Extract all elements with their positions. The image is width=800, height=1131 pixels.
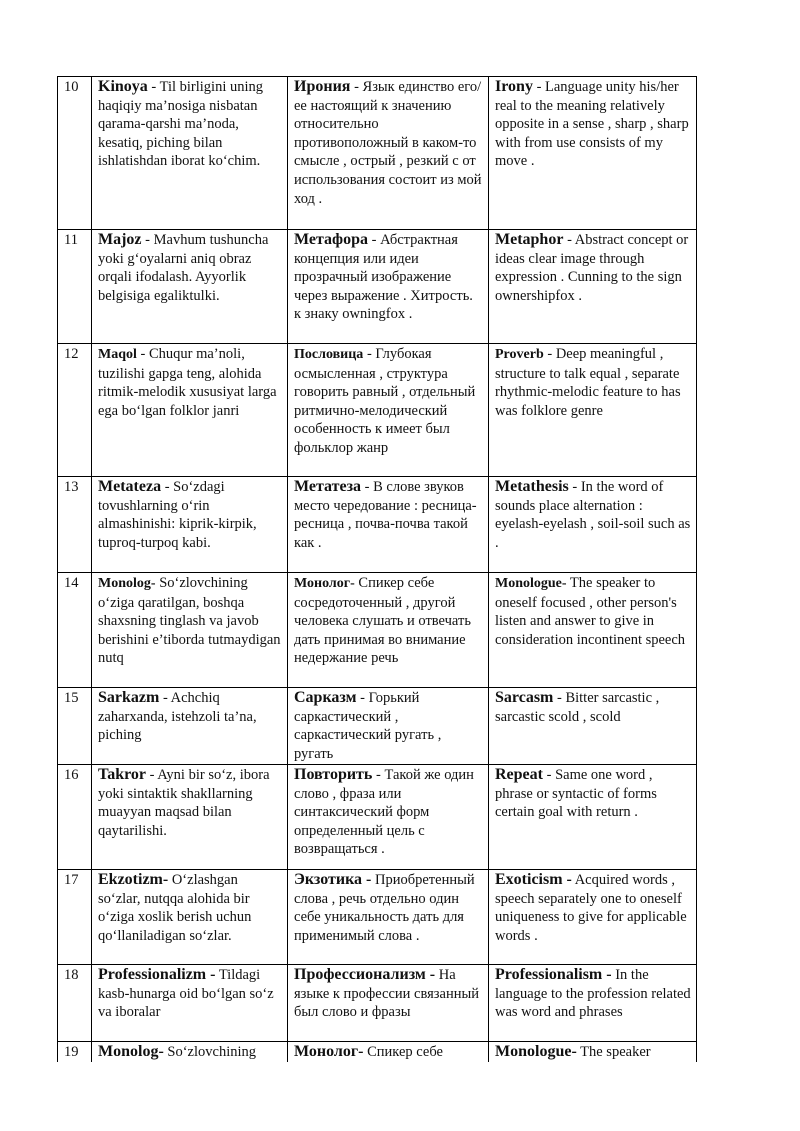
uzbek-cell: [92, 573, 288, 688]
definition-russian: - Такой же один слово , фраза или синтаксический форм определенный цель с возвращаться .: [294, 767, 474, 858]
uzbek-cell: [92, 77, 288, 230]
english-cell: [489, 77, 697, 230]
term-uzbek: Kinoya: [98, 78, 148, 95]
row-number: 10: [58, 77, 92, 230]
definition-russian: - В слове звуков место чередование : ресница-ресница , почва-почва такой как .: [294, 479, 477, 551]
english-cell: [489, 1042, 697, 1062]
definition-uzbek: - Mavhum tushuncha yoki g‘oyalarni aniq obraz orqali ifodalash. Ayyorlik belgisiga egaliktulki.: [98, 232, 269, 304]
term-english: Metaphor: [495, 231, 564, 248]
definition-uzbek: - So‘zdagi tovushlarning o‘rin almashinishi: kiprik-kirpik, tuproq-turpoq kabi.: [98, 479, 257, 551]
row-number: 15: [58, 688, 92, 765]
russian-cell: [288, 765, 489, 870]
definition-uzbek: So‘zlovchining o‘ziga qaratilgan, boshqa shaxsning tinglash va javob berishini e’tiborda tutmaydigan nutq: [98, 575, 281, 667]
definition-english: - Abstract concept or ideas clear image through expression . Cunning to the sign ownershipfox .: [495, 232, 689, 304]
uzbek-cell: [92, 230, 288, 344]
english-cell: [489, 765, 697, 870]
definition-english: - Bitter sarcastic , sarcastic scold , scold: [495, 690, 660, 725]
english-cell: [489, 870, 697, 965]
term-russian: Монолог-: [294, 576, 355, 591]
table-row: [58, 688, 697, 765]
definition-english: The speaker: [576, 1044, 651, 1060]
uzbek-cell: [92, 870, 288, 965]
definition-russian: - Абстрактная концепция или идеи прозрачный изображение через выражение . Хитрость. к знаку owningfox .: [294, 232, 473, 323]
term-uzbek: Metateza: [98, 478, 162, 495]
english-cell: [489, 573, 697, 688]
table-row: [58, 477, 697, 573]
term-english: Monologue-: [495, 1043, 577, 1060]
table-row: [58, 344, 697, 477]
definition-russian: Спикер себе сосредоточенный , другой человека слушать и отвечать дать принимая во внимание недержание речь: [294, 575, 471, 667]
row-number: 14: [58, 573, 92, 688]
definition-english: - In the word of sounds place alternation : eyelash-eyelash , soil-soil such as .: [495, 479, 691, 551]
english-cell: [489, 230, 697, 344]
russian-cell: [288, 573, 489, 688]
definition-english: - Same one word , phrase or syntactic of forms certain goal with return .: [495, 767, 657, 821]
row-number: 12: [58, 344, 92, 477]
uzbek-cell: [92, 688, 288, 765]
term-english: Sarcasm: [495, 689, 554, 706]
term-uzbek: Sarkazm: [98, 689, 160, 706]
term-english: Irony: [495, 78, 533, 95]
russian-cell: [288, 965, 489, 1042]
english-cell: [489, 477, 697, 573]
russian-cell: [288, 477, 489, 573]
definition-russian: - Язык единство его/ее настоящий к значению относительно противоположный в каком-то смысле , острый , резкий с от использования состоит из мой ход .: [294, 79, 482, 207]
uzbek-cell: [92, 477, 288, 573]
definition-russian: - Глубокая осмысленная , структура говорить равный , отдельный ритмично-мелодический особенность к имеет был фольклор жанр: [294, 346, 476, 456]
uzbek-cell: [92, 1042, 288, 1062]
term-russian: Монолог-: [294, 1043, 364, 1060]
definition-uzbek: So‘zlovchining: [163, 1044, 257, 1060]
term-russian: Пословица: [294, 347, 364, 362]
row-number: 13: [58, 477, 92, 573]
definition-russian: Приобретенный слова , речь отдельно один себе уникальность дать для применимый слова .: [294, 872, 475, 944]
term-uzbek: Majoz: [98, 231, 142, 248]
term-russian: Экзотика -: [294, 871, 372, 888]
row-number: 18: [58, 965, 92, 1042]
russian-cell: [288, 230, 489, 344]
row-number: 16: [58, 765, 92, 870]
definition-english: The speaker to oneself focused , other person's listen and answer to give in consideration incontinent speech: [495, 575, 686, 648]
definition-uzbek: - Til birligini uning haqiqiy ma’nosiga nisbatan qarama-qarshi ma’noda, kesatiq, piching bilan ishlatishdan iborat ko‘chim.: [98, 79, 264, 170]
term-english: Exoticism -: [495, 871, 572, 888]
definition-english: In the language to the profession related was word and phrases: [495, 967, 691, 1021]
russian-cell: [288, 344, 489, 477]
table-row: [58, 573, 697, 688]
definition-uzbek: - Achchiq zaharxanda, istehzoli ta’na, piching: [98, 690, 257, 744]
term-russian: Повторить: [294, 766, 373, 783]
row-number: 11: [58, 230, 92, 344]
table-row: [58, 77, 697, 230]
definition-english: - Language unity his/her real to the meaning relatively opposite in a sense , sharp , sharp with from use consists of my move .: [495, 79, 689, 170]
glossary-table: [57, 76, 697, 1062]
term-english: Professionalism -: [495, 966, 612, 983]
term-russian: Метатеза: [294, 478, 362, 495]
term-uzbek: Professionalizm -: [98, 966, 216, 983]
definition-english: Acquired words , speech separately one to oneself uniqueness to give for applicable words .: [495, 872, 687, 944]
english-cell: [489, 344, 697, 477]
definition-russian: - Горький саркастический , саркастический ругать , ругать: [294, 690, 442, 762]
term-uzbek: Maqol: [98, 347, 137, 362]
english-cell: [489, 688, 697, 765]
row-number: 19: [58, 1042, 92, 1062]
uzbek-cell: [92, 965, 288, 1042]
russian-cell: [288, 1042, 489, 1062]
russian-cell: [288, 688, 489, 765]
table-row: [58, 230, 697, 344]
russian-cell: [288, 77, 489, 230]
table-row: [58, 1042, 697, 1062]
term-uzbek: Monolog-: [98, 1043, 164, 1060]
row-number: 17: [58, 870, 92, 965]
russian-cell: [288, 870, 489, 965]
term-uzbek: Ekzotizm-: [98, 871, 169, 888]
term-english: Metathesis: [495, 478, 569, 495]
term-russian: Профессионализм -: [294, 966, 436, 983]
table-row: [58, 870, 697, 965]
table-row: [58, 965, 697, 1042]
uzbek-cell: [92, 344, 288, 477]
term-english: Repeat: [495, 766, 543, 783]
definition-russian: Спикер себе: [363, 1044, 443, 1060]
term-english: Monologue-: [495, 576, 567, 591]
term-uzbek: Monolog-: [98, 576, 156, 591]
term-english: Proverb: [495, 347, 544, 362]
definition-russian: На языке к профессии связанный был слово и фразы: [294, 967, 479, 1021]
definition-uzbek: O‘zlashgan so‘zlar, nutqqa alohida bir o‘ziga xoslik berish uchun qo‘llaniladigan so‘zlar.: [98, 872, 252, 944]
term-russian: Сарказм: [294, 689, 357, 706]
definition-uzbek: - Chuqur ma’noli, tuzilishi gapga teng, alohida ritmik-melodik xususiyat larga ega bo‘lgan folklor janri: [98, 346, 277, 419]
english-cell: [489, 965, 697, 1042]
definition-english: - Deep meaningful , structure to talk equal , separate rhythmic-melodic feature to has was folklore genre: [495, 346, 681, 419]
term-russian: Ирония: [294, 78, 351, 95]
term-uzbek: Takror: [98, 766, 147, 783]
uzbek-cell: [92, 765, 288, 870]
table-row: [58, 765, 697, 870]
term-russian: Метафора: [294, 231, 369, 248]
definition-uzbek: Tildagi kasb-hunarga oid bo‘lgan so‘z va iboralar: [98, 967, 274, 1021]
definition-uzbek: - Ayni bir so‘z, ibora yoki sintaktik shakllarning muayyan maqsad bilan qaytarilishi.: [98, 767, 270, 839]
